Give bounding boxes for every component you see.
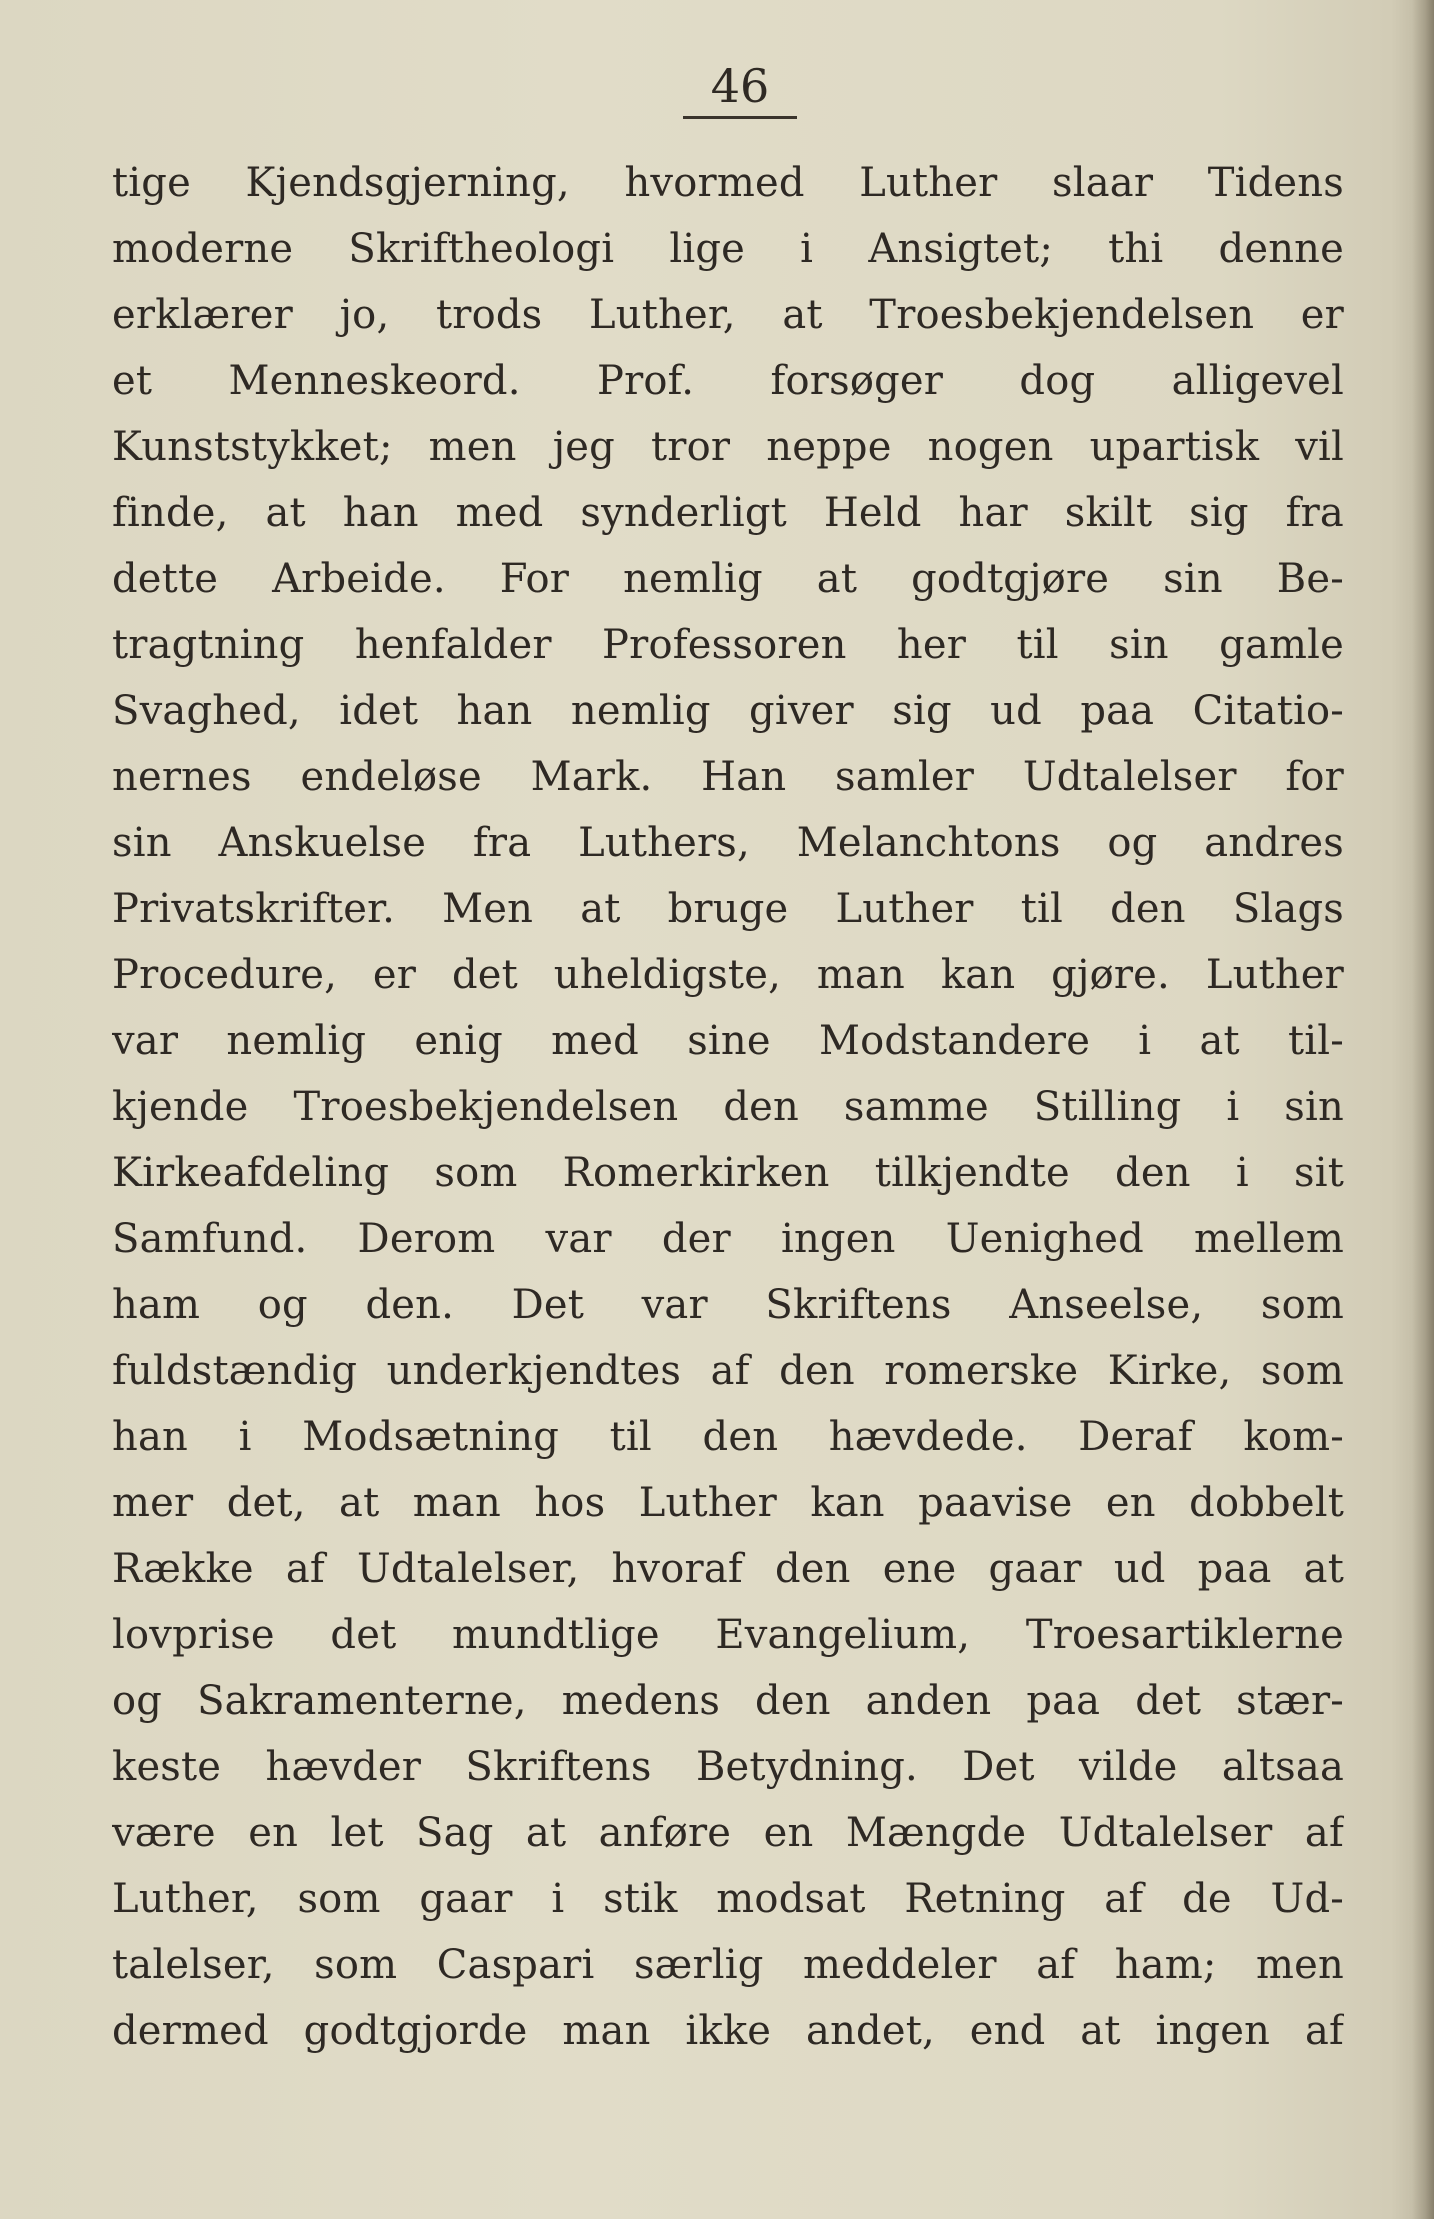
text-line: erklærer jo, trods Luther, at Troesbekjendelsen er	[112, 292, 1344, 338]
text-line: ham og den. Det var Skriftens Anseelse, som	[112, 1282, 1344, 1328]
body-text	[112, 150, 1344, 2064]
text-line: kjende Troesbekjendelsen den samme Stilling i sin	[112, 1084, 1344, 1130]
text-line: talelser, som Caspari særlig meddeler af ham; men	[112, 1942, 1344, 1988]
text-line: Kunststykket; men jeg tror neppe nogen upartisk vil	[112, 424, 1344, 470]
text-line: og Sakramenterne, medens den anden paa det stær-	[112, 1678, 1344, 1724]
text-line: nernes endeløse Mark. Han samler Udtalelser for	[112, 754, 1344, 800]
text-line: tige Kjendsgjerning, hvormed Luther slaar Tidens	[112, 160, 1344, 206]
text-line: var nemlig enig med sine Modstandere i at til-	[112, 1018, 1344, 1064]
text-line: fuldstændig underkjendtes af den romerske Kirke, som	[112, 1348, 1344, 1394]
text-line: Samfund. Derom var der ingen Uenighed mellem	[112, 1216, 1344, 1262]
text-line: han i Modsætning til den hævdede. Deraf kom-	[112, 1414, 1344, 1460]
text-line: dermed godtgjorde man ikke andet, end at ingen af	[112, 2008, 1344, 2054]
text-line: Procedure, er det uheldigste, man kan gjøre. Luther	[112, 952, 1344, 998]
text-line: tragtning henfalder Professoren her til sin gamle	[112, 622, 1344, 668]
text-line: Privatskrifter. Men at bruge Luther til den Slags	[112, 886, 1344, 932]
text-line: sin Anskuelse fra Luthers, Melanchtons og andres	[112, 820, 1344, 866]
text-line: mer det, at man hos Luther kan paavise en dobbelt	[112, 1480, 1344, 1526]
text-line: Svaghed, idet han nemlig giver sig ud paa Citatio-	[112, 688, 1344, 734]
text-line: Luther, som gaar i stik modsat Retning af de Ud-	[112, 1876, 1344, 1922]
text-line: være en let Sag at anføre en Mængde Udtalelser af	[112, 1810, 1344, 1856]
page-number-rule	[683, 116, 797, 119]
text-line: dette Arbeide. For nemlig at godtgjøre sin Be-	[112, 556, 1344, 602]
text-line: moderne Skriftheologi lige i Ansigtet; thi denne	[112, 226, 1344, 272]
text-line: et Menneskeord. Prof. forsøger dog alligevel	[112, 358, 1344, 404]
text-line: lovprise det mundtlige Evangelium, Troesartiklerne	[112, 1612, 1344, 1658]
page-number: 46	[710, 59, 770, 113]
text-line: Række af Udtalelser, hvoraf den ene gaar ud paa at	[112, 1546, 1344, 1592]
text-line: keste hævder Skriftens Betydning. Det vilde altsaa	[112, 1744, 1344, 1790]
page-header	[680, 58, 800, 119]
text-line: Kirkeafdeling som Romerkirken tilkjendte den i sit	[112, 1150, 1344, 1196]
page-edge-shadow	[1412, 0, 1434, 2219]
text-line: finde, at han med synderligt Held har skilt sig fra	[112, 490, 1344, 536]
